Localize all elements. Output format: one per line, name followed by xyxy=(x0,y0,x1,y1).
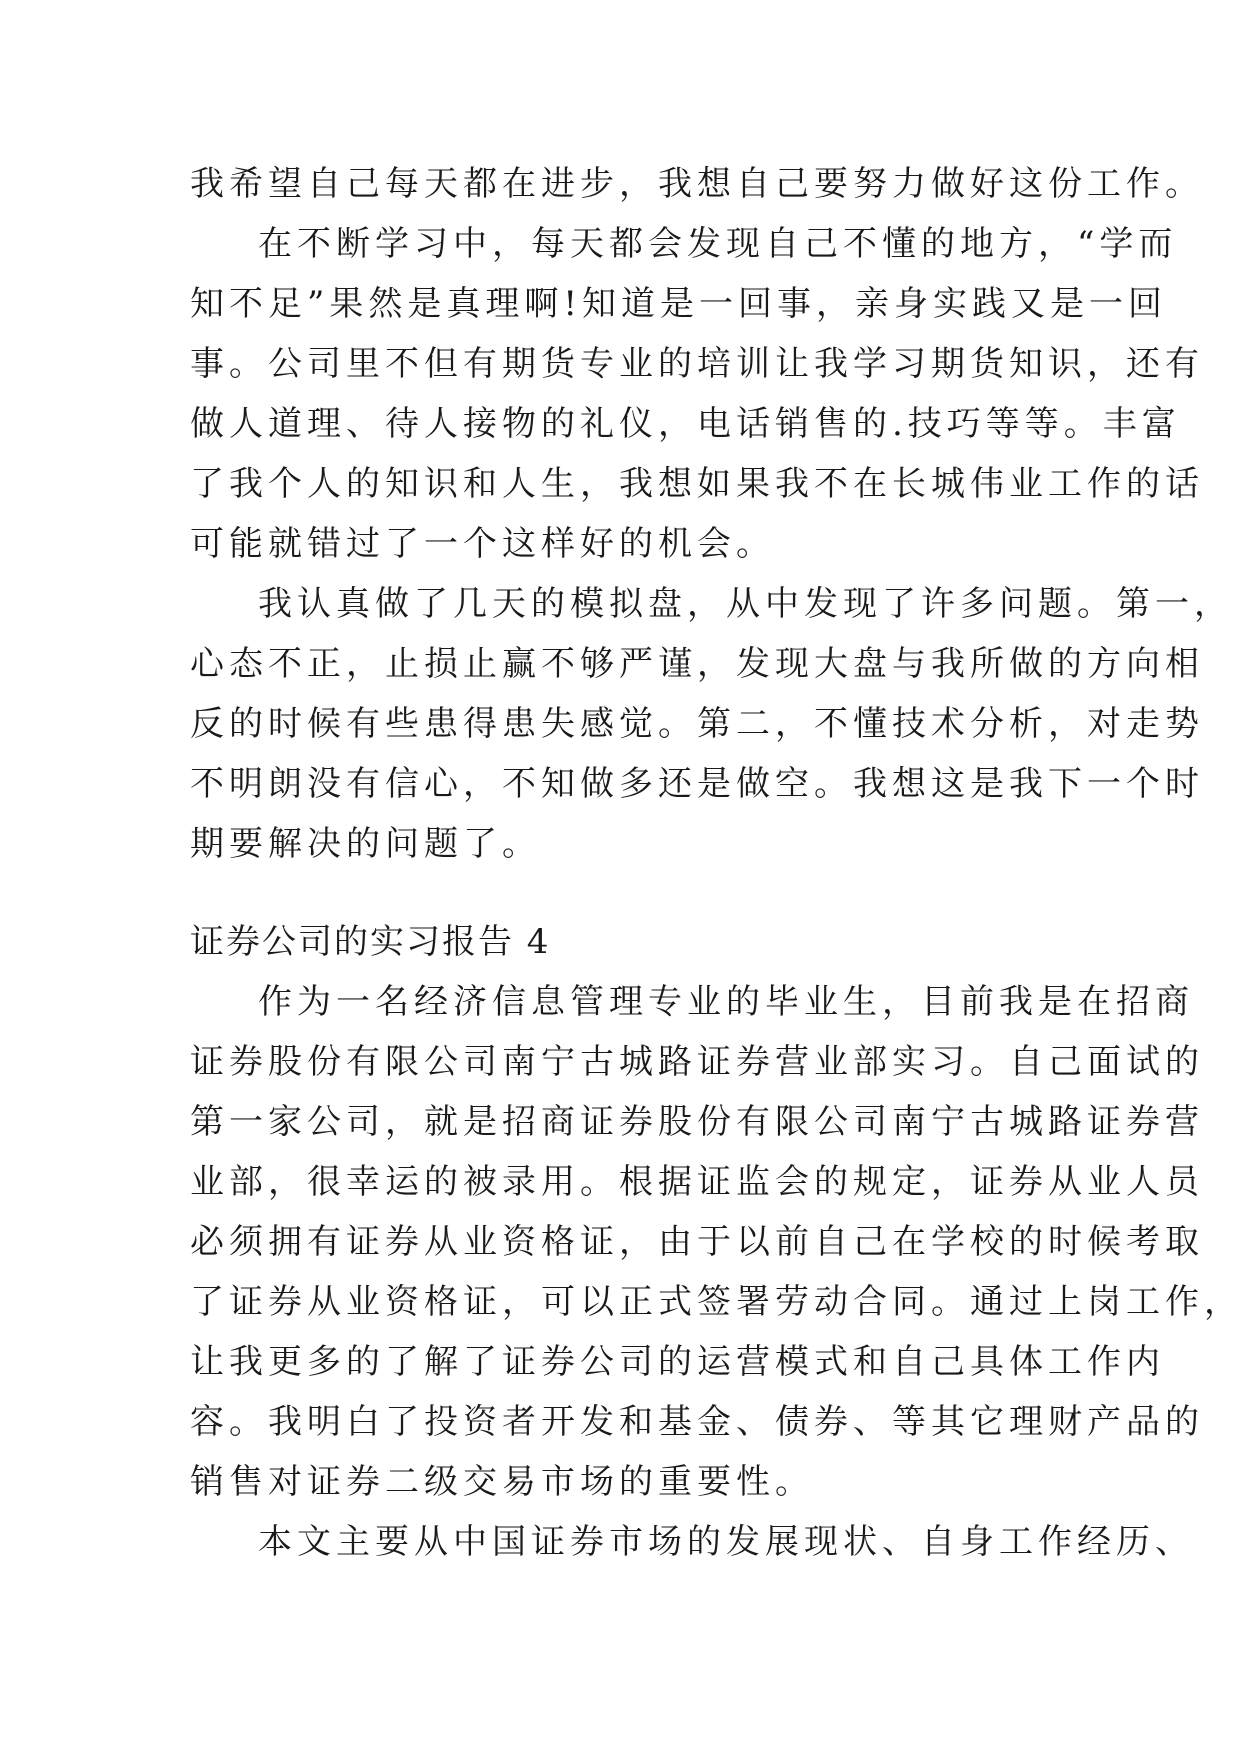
paragraph-line: 必须拥有证券从业资格证，由于以前自己在学校的时候考取 xyxy=(190,1222,1204,1262)
paragraph-line: 本文主要从中国证券市场的发展现状、自身工作经历、 xyxy=(258,1522,1194,1562)
paragraph-line: 容。我明白了投资者开发和基金、债券、等其它理财产品的 xyxy=(190,1402,1204,1442)
paragraph-line: 做人道理、待人接物的礼仪，电话销售的.技巧等等。丰富 xyxy=(190,404,1181,444)
paragraph-line: 期要解决的问题了。 xyxy=(190,824,541,864)
paragraph-line: 业部，很幸运的被录用。根据证监会的规定，证券从业人员 xyxy=(190,1162,1204,1202)
paragraph-line: 心态不正，止损止赢不够严谨，发现大盘与我所做的方向相 xyxy=(190,644,1204,684)
paragraph-line: 不明朗没有信心，不知做多还是做空。我想这是我下一个时 xyxy=(190,764,1204,804)
paragraph-line: 可能就错过了一个这样好的机会。 xyxy=(190,524,775,564)
paragraph-line: 第一家公司，就是招商证券股份有限公司南宁古城路证券营 xyxy=(190,1102,1204,1142)
paragraph-line: 反的时候有些患得患失感觉。第二，不懂技术分析，对走势 xyxy=(190,704,1204,744)
paragraph-line: 让我更多的了解了证券公司的运营模式和自己具体工作内 xyxy=(190,1342,1165,1382)
paragraph-line: 了我个人的知识和人生，我想如果我不在长城伟业工作的话 xyxy=(190,464,1204,504)
paragraph-line: 我希望自己每天都在进步，我想自己要努力做好这份工作。 xyxy=(190,164,1204,204)
paragraph-line: 作为一名经济信息管理专业的毕业生，目前我是在招商 xyxy=(258,982,1194,1022)
paragraph-line: 事。公司里不但有期货专业的培训让我学习期货知识，还有 xyxy=(190,344,1204,384)
paragraph-line: 我认真做了几天的模拟盘，从中发现了许多问题。第一， xyxy=(258,584,1233,624)
paragraph-line: 证券股份有限公司南宁古城路证券营业部实习。自己面试的 xyxy=(190,1042,1204,1082)
paragraph-line: 销售对证券二级交易市场的重要性。 xyxy=(190,1462,814,1502)
paragraph-line: 在不断学习中，每天都会发现自己不懂的地方，“学而 xyxy=(258,224,1178,264)
section-heading: 证券公司的实习报告 4 xyxy=(190,922,551,962)
paragraph-line: 知不足”果然是真理啊!知道是一回事，亲身实践又是一回 xyxy=(190,284,1168,324)
paragraph-line: 了证券从业资格证，可以正式签署劳动合同。通过上岗工作， xyxy=(190,1282,1243,1322)
